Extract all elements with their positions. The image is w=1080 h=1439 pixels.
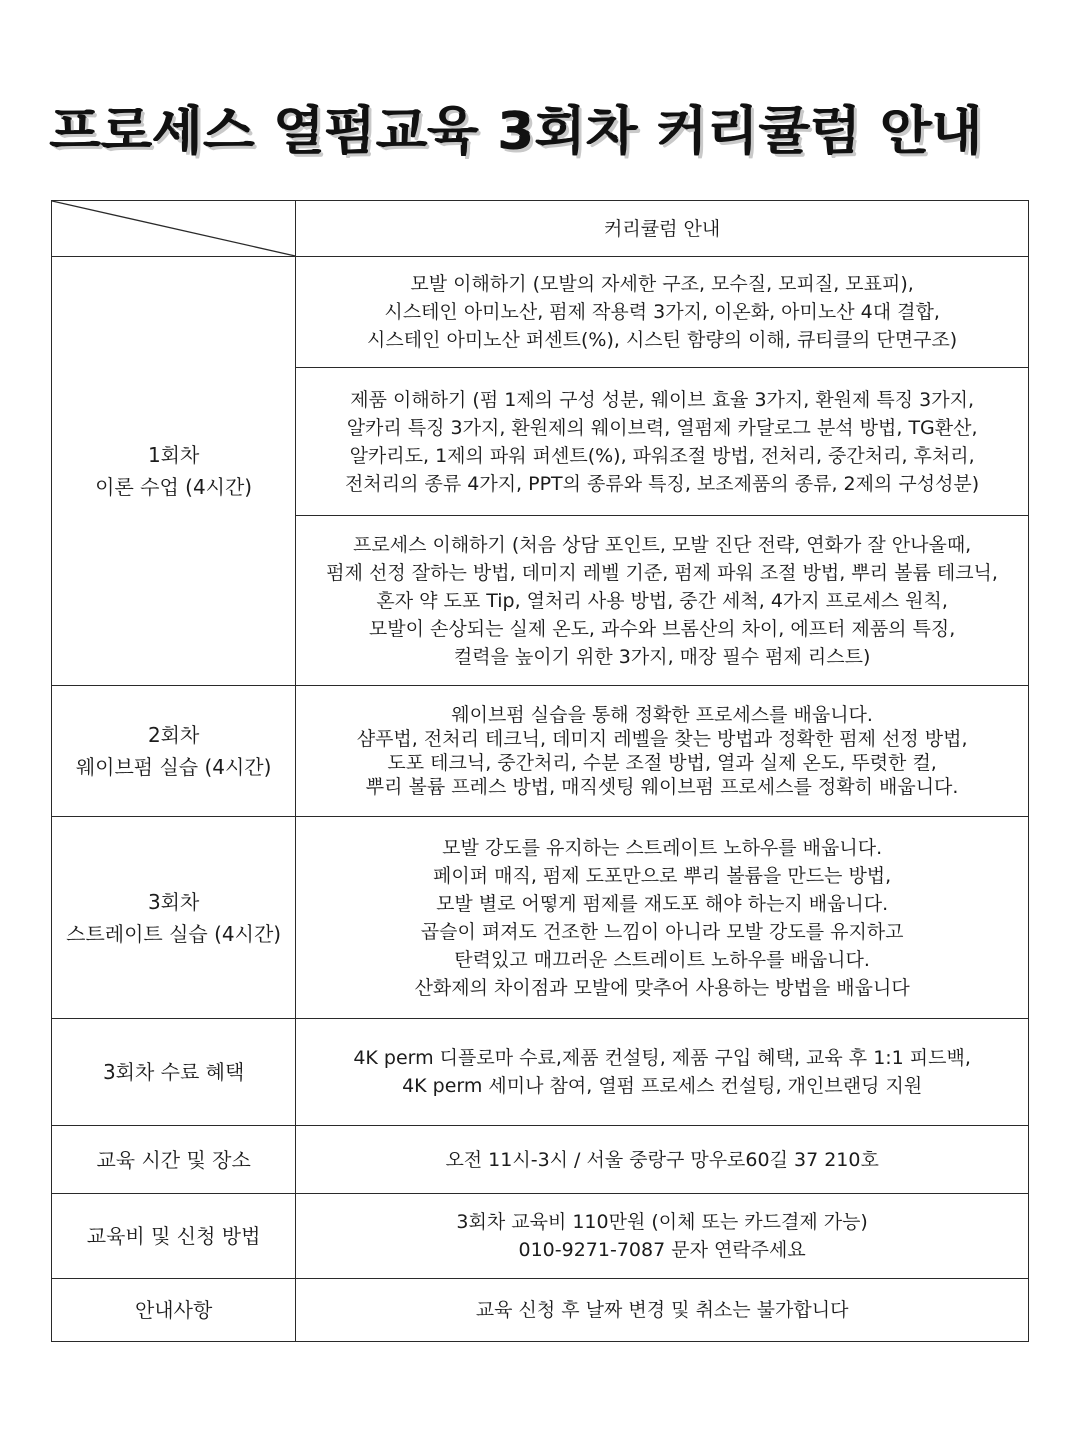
session2-subtitle: 웨이브펌 실습 (4시간) — [75, 755, 272, 779]
benefits-row — [52, 1019, 1029, 1126]
notice-label — [52, 1279, 296, 1342]
fee-content — [296, 1194, 1029, 1279]
text-line: 모발 별로 어떻게 펌제를 재도포 해야 하는지 배웁니다. — [436, 892, 889, 915]
text-line: 혼자 약 도포 Tip, 열처리 사용 방법, 중간 세척, 4가지 프로세스 원칙, — [376, 589, 948, 612]
text-line: 알카리 특징 3가지, 환원제의 웨이브력, 열펌제 카달로그 분석 방법, TG환산, — [346, 416, 978, 439]
text-line: 샴푸법, 전처리 테크닉, 데미지 레벨을 찾는 방법과 정확한 펌제 선정 방법, — [356, 728, 968, 750]
time-place-content — [296, 1126, 1029, 1194]
table-header-row — [52, 201, 1029, 257]
text-line: 프로세스 이해하기 (처음 상담 포인트, 모발 진단 전략, 연화가 잘 안나올때, — [353, 533, 972, 556]
notice-row — [52, 1279, 1029, 1342]
session1-row-a — [52, 257, 1029, 368]
text-line: 웨이브펌 실습을 통해 정확한 프로세스를 배웁니다. — [451, 704, 873, 726]
text-line: 4K perm 디플로마 수료,제품 컨설팅, 제품 구입 혜택, 교육 후 1:1 피드백, — [353, 1047, 971, 1069]
time-place-label — [52, 1126, 296, 1194]
text-line: 페이퍼 매직, 펌제 도포만으로 뿌리 볼륨을 만드는 방법, — [433, 864, 892, 887]
session2-label — [52, 686, 296, 817]
text-line: 제품 이해하기 (펌 1제의 구성 성분, 웨이브 효율 3가지, 환원제 특징 3가지, — [350, 388, 975, 411]
benefits-label-text: 3회차 수료 혜택 — [102, 1060, 245, 1084]
phone-number: 010-9271-7087 문자 연락주세요 — [518, 1239, 806, 1261]
session2-row — [52, 686, 1029, 817]
diagonal-corner-cell — [52, 201, 296, 257]
fee-label — [52, 1194, 296, 1279]
text-line: 4K perm 세미나 참여, 열펌 프로세스 컨설팅, 개인브랜딩 지원 — [402, 1075, 923, 1097]
text-line: 도포 테크닉, 중간처리, 수분 조절 방법, 열과 실제 온도, 뚜렷한 컬, — [387, 752, 937, 774]
session2-number: 2회차 — [147, 723, 200, 747]
session1-number: 1회차 — [147, 443, 200, 467]
text-line: 탄력있고 매끄러운 스트레이트 노하우를 배웁니다. — [454, 948, 870, 971]
text-line: 모발 강도를 유지하는 스트레이트 노하우를 배웁니다. — [442, 836, 883, 859]
text-line: 전처리의 종류 4가지, PPT의 종류와 특징, 보조제품의 종류, 2제의 구성성분) — [345, 472, 980, 495]
text-line: 알카리도, 1제의 파워 퍼센트(%), 파워조절 방법, 전처리, 중간처리, 후처리, — [349, 444, 975, 467]
curriculum-table — [51, 200, 1029, 1342]
text-line: 시스테인 아미노산 퍼센트(%), 시스틴 함량의 이해, 큐티클의 단면구조) — [367, 329, 958, 351]
page-title: 프로세스 열펌교육 3회차 커리큘럼 안내 — [50, 102, 984, 162]
session3-row — [52, 817, 1029, 1019]
session1-subtitle: 이론 수업 (4시간) — [95, 475, 253, 499]
fee-label-text: 교육비 및 신청 방법 — [86, 1224, 261, 1248]
benefits-content — [296, 1019, 1029, 1126]
text-line: 3회차 교육비 110만원 (이체 또는 카드결제 가능) — [456, 1211, 868, 1233]
text-line: 모발 이해하기 (모발의 자세한 구조, 모수질, 모피질, 모표피), — [410, 273, 914, 295]
text-line: 펌제 선정 잘하는 방법, 데미지 레벨 기준, 펌제 파워 조절 방법, 뿌리 볼륨 테크닉, — [326, 561, 998, 584]
session3-content — [296, 817, 1029, 1019]
session3-subtitle: 스트레이트 실습 (4시간) — [66, 921, 282, 946]
notice-content — [296, 1279, 1029, 1342]
session1-product-block — [296, 368, 1029, 516]
benefits-label — [52, 1019, 296, 1126]
session3-number: 3회차 — [147, 889, 200, 914]
text-line: 오전 11시-3시 / 서울 중랑구 망우로60길 37 210호 — [445, 1148, 879, 1171]
time-place-label-text: 교육 시간 및 장소 — [96, 1147, 251, 1172]
text-line: 컬력을 높이기 위한 3가지, 매장 필수 펌제 리스트) — [453, 645, 871, 668]
fee-row — [52, 1194, 1029, 1279]
header-cell: 커리큘럼 안내 — [296, 201, 1029, 257]
diagonal-line — [52, 201, 295, 256]
text-line: 산화제의 차이점과 모발에 맞추어 사용하는 방법을 배웁니다 — [414, 976, 910, 999]
session2-content — [296, 686, 1029, 817]
text-line: 교육 신청 후 날짜 변경 및 취소는 불가합니다 — [475, 1299, 849, 1321]
session3-label — [52, 817, 296, 1019]
session1-process-block — [296, 516, 1029, 686]
session1-label — [52, 257, 296, 686]
text-line: 모발이 손상되는 실제 온도, 과수와 브롬산의 차이, 에프터 제품의 특징, — [368, 617, 956, 640]
text-line: 시스테인 아미노산, 펌제 작용력 3가지, 이온화, 아미노산 4대 결합, — [384, 301, 940, 323]
notice-label-text: 안내사항 — [134, 1298, 213, 1322]
session1-hair-block — [296, 257, 1029, 368]
time-place-row — [52, 1126, 1029, 1194]
text-line: 곱슬이 펴져도 건조한 느낌이 아니라 모발 강도를 유지하고 — [420, 920, 904, 943]
text-line: 뿌리 볼륨 프레스 방법, 매직셋팅 웨이브펌 프로세스를 정확히 배웁니다. — [365, 776, 959, 798]
